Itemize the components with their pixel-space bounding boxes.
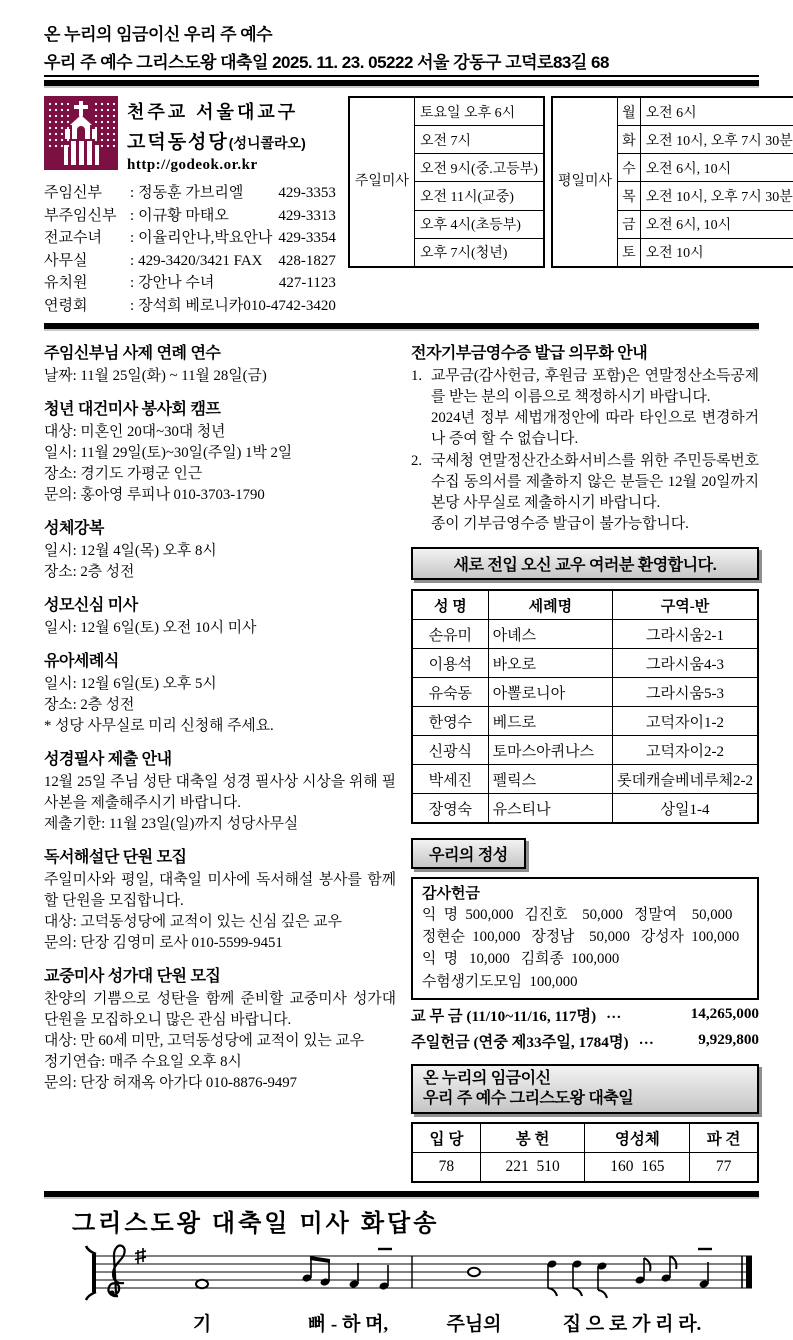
table-row: 이용석 바오로 그라시움4-3 <box>412 649 758 678</box>
table-row: 박세진 펠릭스 롯데캐슬베네루체2-2 <box>412 765 758 794</box>
eighth-pair <box>302 1256 331 1287</box>
lyric-segment: 기 <box>192 1313 212 1335</box>
contact-row: 사무실 : 429-3420/3421 FAX 428-1827 <box>44 252 336 269</box>
section-choir-recruit: 교중미사 성가대 단원 모집 찬양의 기쁨으로 성탄을 함께 준비할 교중미사 성가대 단원을 모집하오니 많은 관심 바랍니다. 대상: 만 60세 미만, 고덕동성당에 교적이 있는 교우 정기연습: 매주 수요일 오후 8시 문의: 단장 허재옥 아가다 010-8876-9497 <box>44 968 396 1091</box>
hymn-numbers-table <box>411 1122 759 1183</box>
contact-row: 연령회 : 장석희 베로니카 010-4742-3420 <box>44 297 336 314</box>
section-tax-receipt: 전자기부금영수증 발급 의무화 안내 1. 교무금(감사헌금, 후원금 포함)은 연말정산소득공제를 받는 분의 이름으로 책정하시기 바랍니다. 2024년 정부 세법개정안에 따라 타인으로 변경하거나 증여 할 수 없습니다. 2. 국세청 연말정산간소화서비스를 위한 주민등록번호 수집 동의서를 제출하지 않은 분들은 12월 20일까지 본당 사무실로 제출하시기 바랍니다. 종이 기부금영수증 발급이 불가능합니다. <box>411 340 759 535</box>
tax-item-1: 1. 교무금(감사헌금, 후원금 포함)은 연말정산소득공제를 받는 분의 이름으로 책정하시기 바랍니다. 2024년 정부 세법개정안에 따라 타인으로 변경하거나 증여 할 수 없습니다. <box>411 368 759 447</box>
lyric-segment: 뻐 - 하 며, <box>307 1313 389 1335</box>
logo-dots-right <box>93 101 115 150</box>
lyric-segment: 주님의 <box>446 1313 502 1335</box>
section-pastor-retreat: 주임신부님 사제 연례 연수 날짜: 11월 25일(화) ~ 11월 28일(금) <box>44 345 267 384</box>
mass-schedule <box>348 96 793 317</box>
offering-header: 우리의 정성 <box>411 838 526 869</box>
weekday-mass-table: 평일미사 월 오전 6시 화 오전 10시, 오후 7시 30분 수 오전 6시, 10시 목 오전 10시, 오후 7시 30분 금 오전 6시, 10시 토 오전 10시 <box>551 96 793 268</box>
divider-bottom <box>44 1191 759 1197</box>
donation-line: 익 명 500,000 김진호 50,000 정말여 50,000 <box>422 907 733 923</box>
donation-line: 익 명 10,000 김희종 100,000 <box>422 951 620 968</box>
sunday-collection-row: 주일헌금 (연중 제33주일, 1784명) … 9,929,800 <box>411 1030 759 1051</box>
church-patron: (성니콜라오) <box>228 135 306 151</box>
section-marian-mass: 성모신심 미사 일시: 12월 6일(토) 오전 10시 미사 <box>44 597 257 636</box>
church-logo <box>44 96 118 170</box>
contact-list <box>44 182 336 317</box>
feast-title-line2: 우리 주 예수 그리스도왕 대축일 2025. 11. 23. 05222 서울 강동구 고덕로83길 68 <box>44 48 759 77</box>
hymn-header-row: 입 당 봉 헌 영성체 파 견 <box>412 1123 758 1153</box>
table-row: 장영숙 유스티나 상일1-4 <box>412 794 758 824</box>
feast-banner: 온 누리의 임금이신 우리 주 예수 그리스도왕 대축일 <box>411 1064 759 1114</box>
sunday-mass-table: 주일미사 토요일 오후 6시 오전 7시 오전 9시(중.고등부) 오전 11시(교중) 오후 4시(초등부) 오후 7시(청년) <box>348 96 545 268</box>
section-benediction: 성체강복 일시: 12월 4일(목) 오후 8시 장소: 2층 성전 <box>44 520 217 580</box>
responsorial-psalm <box>44 1203 759 1340</box>
church-name: 고덕동성당 <box>127 132 229 153</box>
table-row: 유숙동 아뽈로니아 그라시움5-3 <box>412 678 758 707</box>
new-members-table <box>411 589 759 824</box>
donation-line: 정현순 100,000 장정남 50,000 강성자 100,000 <box>422 929 740 946</box>
feast-title-line1: 온 누리의 임금이신 우리 주 예수 <box>44 25 273 44</box>
tax-item-2: 2. 국세청 연말정산간소화서비스를 위한 주민등록번호 수집 동의서를 제출하지 않은 분들은 12월 20일까지 본당 사무실로 제출하시기 바랍니다. 종이 기부금영수증 발급이 불가능합니다. <box>411 453 759 532</box>
treble-clef-icon <box>108 1245 124 1296</box>
divider-top <box>44 80 759 86</box>
table-row: 손유미 아녜스 그라시움2-1 <box>412 620 758 649</box>
left-column <box>44 331 396 1183</box>
divider-mid <box>44 323 759 329</box>
tithe-total-row: 교 무 금 (11/10~11/16, 117명) … 14,265,000 <box>411 1004 759 1025</box>
welcome-banner: 새로 전입 오신 교우 여러분 환영합니다. <box>411 547 759 580</box>
table-header-row: 성 명 세례명 구역-반 <box>412 590 758 620</box>
contact-row: 부주임신부 : 이규황 마태오 429-3313 <box>44 207 336 224</box>
hymn-number-row: 78 221 510 160 165 77 <box>412 1152 758 1182</box>
contact-row: 주임신부 : 정동훈 가브리엘 429-3353 <box>44 185 336 201</box>
right-column <box>411 331 759 1183</box>
contact-row: 전교수녀 : 이율리안나,박요안나 429-3354 <box>44 230 336 246</box>
church-identity <box>44 96 336 317</box>
table-row: 한영수 베드로 고덕자이1-2 <box>412 707 758 736</box>
thanksgiving-offering-box: 감사헌금 익 명 500,000 김진호 50,000 정말여 50,000 정현순 100,000 장정남 50,000 강성자 100,000 익 명 10,000 김희종 100,000 수험생기도모임 100,000 <box>411 877 759 1000</box>
diocese-name: 천주교 서울대교구 <box>127 102 299 122</box>
church-info-block <box>44 96 793 317</box>
church-website: http://godeok.or.kr <box>127 157 258 173</box>
section-lector-recruit: 독서해설단 단원 모집 주일미사와 평일, 대축일 미사에 독서해설 봉사를 함께 할 단원을 모집합니다. 대상: 고덕동성당에 교적이 있는 신심 깊은 교우 문의: 단장 김영미 로사 010-5599-9451 <box>44 849 396 951</box>
table-row: 신광식 토마스아퀴나스 고덕자이2-2 <box>412 736 758 765</box>
lyric-segment: 집 으 로 가 리 라. <box>562 1313 702 1335</box>
music-staff <box>50 1238 762 1340</box>
contact-row: 유치원 : 강안나 수녀 427-1123 <box>44 275 336 291</box>
church-name-row <box>127 127 306 154</box>
section-bible-transcription: 성경필사 제출 안내 12월 25일 주님 성탄 대축일 성경 필사상 시상을 위해 필사본을 제출해주시기 바랍니다. 제출기한: 11월 23일(일)까지 성당사무실 <box>44 751 396 832</box>
donation-line: 수험생기도모임 100,000 <box>422 973 578 990</box>
weekday-mass-label: 평일미사 <box>552 97 618 267</box>
logo-dots-left <box>47 101 69 150</box>
psalm-title: 그리스도왕 대축일 미사 화답송 <box>72 1210 440 1237</box>
sunday-mass-label: 주일미사 <box>349 97 415 267</box>
section-youth-camp: 청년 대건미사 봉사회 캠프 대상: 미혼인 20대~30대 청년 일시: 11월 29일(토)~30일(주일) 1박 2일 장소: 경기도 가평군 인근 문의: 홍아영 루피나 010-3703-1790 <box>44 401 293 503</box>
section-infant-baptism: 유아세례식 일시: 12월 6일(토) 오후 5시 장소: 2층 성전 * 성당 사무실로 미리 신청해 주세요. <box>44 653 274 734</box>
eighth-notes-down <box>547 1259 608 1298</box>
